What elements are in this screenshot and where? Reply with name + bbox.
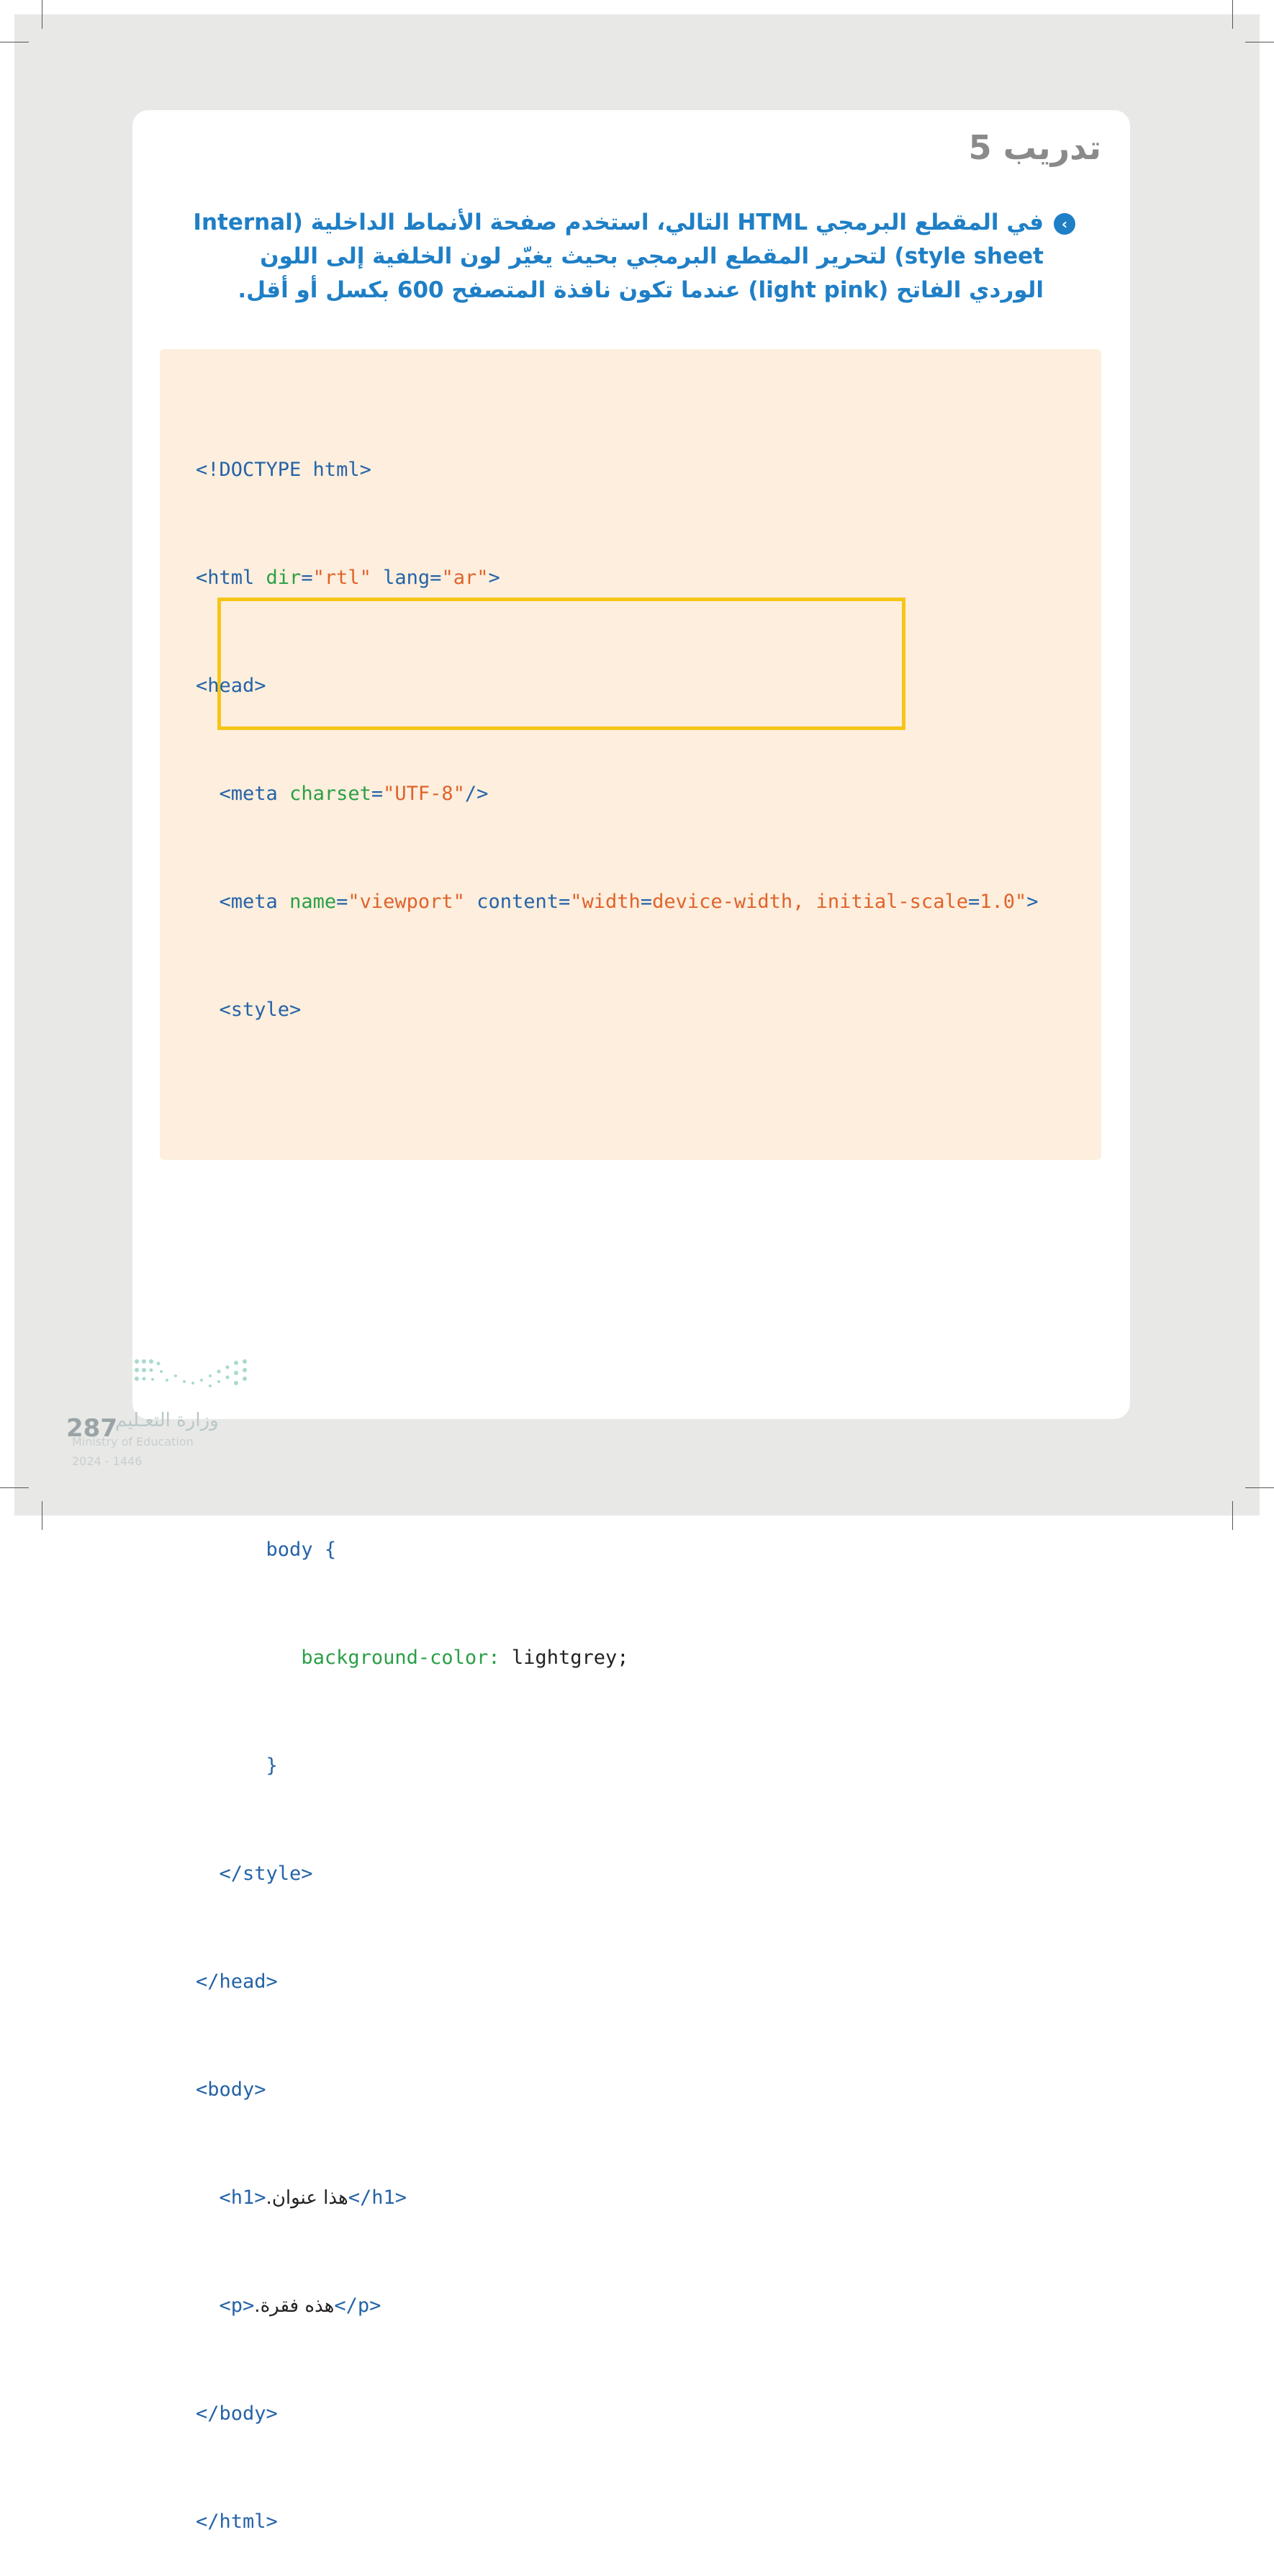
code-token: body { (266, 1539, 337, 1561)
ministry-year: 2024 - 1446 (72, 1454, 143, 1468)
code-token: </html> (196, 2510, 278, 2533)
crop-mark (0, 1487, 29, 1488)
code-token: "ar" (441, 567, 489, 589)
code-token: <head> (196, 675, 266, 697)
instruction-text: في المقطع البرمجي HTML التالي، استخدم صفحة الأنماط الداخلية (Internal style sheet) لتحرير المقطع البرمجي بحيث يغيّر لون الخلفية إلى اللون الوردي الفاتح (light pink) عندما تكون نافذة المتصفح 600 بكسل أو أقل. (193, 210, 1044, 303)
page-number: 287 (66, 1414, 117, 1443)
code-token: .هذا عنوان (266, 2187, 348, 2209)
code-token: <body> (196, 2079, 266, 2101)
ministry-logo-icon (132, 1357, 255, 1392)
code-line: <meta charset="UTF-8"/> (219, 783, 489, 805)
code-line (196, 1532, 1039, 1568)
code-token: background-color: (301, 1647, 500, 1669)
code-line (196, 2180, 1039, 2216)
code-line (196, 1640, 1039, 1676)
code-token: .هذه فقرة (254, 2295, 335, 2317)
code-token: = (640, 891, 653, 913)
code-token: lightgrey; (511, 1647, 629, 1669)
code-line (196, 452, 1039, 488)
code-token: <!DOCTYPE html> (196, 459, 371, 481)
code-line: <meta name="viewport" content="width=device-width, initial-scale=1.0"> (219, 891, 1039, 913)
code-token: <meta (219, 783, 278, 805)
code-token: content (476, 891, 559, 913)
code-line-blank (196, 1424, 1039, 1460)
code-token: </style> (219, 1863, 313, 1885)
code-line (196, 992, 1039, 1028)
crop-mark (1232, 0, 1233, 29)
code-line-blank (196, 1316, 1039, 1352)
code-token: "rtl" (312, 567, 371, 589)
code-line (196, 2396, 1039, 2432)
code-token: } (266, 1755, 278, 1777)
code-token: </h1> (348, 2187, 407, 2209)
code-token: <html (196, 567, 255, 589)
code-token: name (289, 891, 337, 913)
code-token: " (1015, 891, 1027, 913)
code-line (196, 1856, 1039, 1892)
code-line-blank (196, 1208, 1039, 1244)
code-token: <h1> (219, 2187, 266, 2209)
code-line (196, 2288, 1039, 2324)
code-token: </body> (196, 2402, 278, 2425)
chevron-left-icon: ‹ (1054, 213, 1075, 235)
ministry-name-ar: وزارة التعـليم (115, 1410, 219, 1431)
code-token: = (967, 891, 980, 913)
code-token: </p> (334, 2294, 381, 2317)
code-line (196, 2504, 1039, 2540)
code-token: /> (464, 783, 489, 805)
code-line (196, 668, 1039, 704)
code-listing (196, 380, 1039, 2576)
code-token: dir (266, 567, 302, 589)
code-token: 1.0 (980, 891, 1016, 913)
code-line-blank (196, 1100, 1039, 1136)
code-token: </head> (196, 1971, 278, 1993)
code-token: <meta (219, 891, 278, 913)
code-token: "UTF-8" (383, 783, 465, 805)
code-line: <html dir="rtl" lang="ar"> (196, 567, 500, 589)
code-token: "width (570, 891, 641, 913)
code-token: "viewport" (348, 891, 465, 913)
ministry-name-en: Ministry of Education (72, 1435, 194, 1449)
code-line (196, 2072, 1039, 2108)
code-token: charset (289, 783, 371, 805)
exercise-title: تدريب 5 (968, 128, 1101, 167)
code-token: <p> (219, 2294, 255, 2317)
code-token: <style> (219, 999, 302, 1021)
crop-mark (1232, 1501, 1233, 1530)
code-line (196, 1964, 1039, 2000)
code-token: device-width, initial-scale (652, 891, 968, 913)
code-token: lang (383, 567, 430, 589)
code-line (196, 1748, 1039, 1784)
crop-mark (1245, 1487, 1274, 1488)
